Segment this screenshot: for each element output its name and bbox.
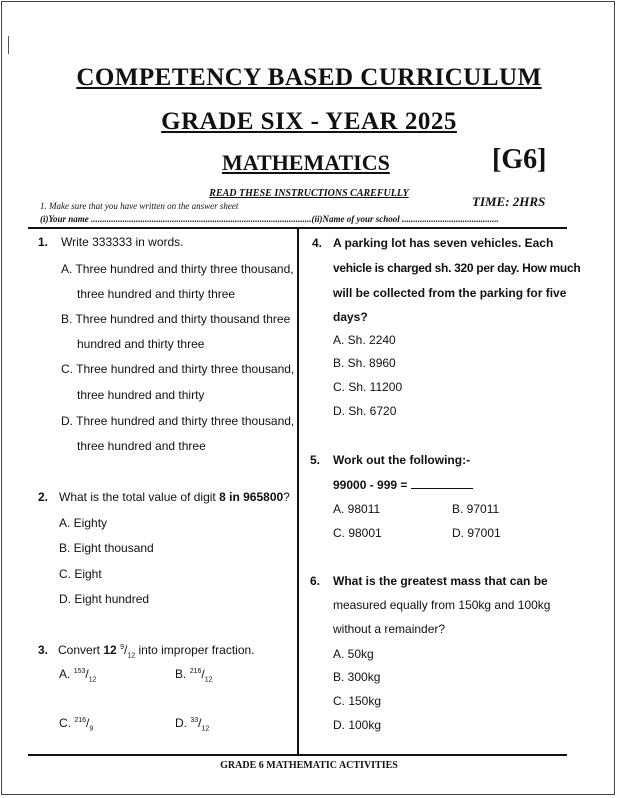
q2-option-a: A. Eighty bbox=[59, 516, 108, 530]
q5-text: Work out the following:- bbox=[333, 453, 471, 467]
name-school-line bbox=[40, 214, 499, 224]
q1-option-a-cont: three hundred and thirty three bbox=[77, 287, 236, 301]
grade-year-title: GRADE SIX - YEAR 2025 bbox=[161, 108, 457, 135]
q1-text: Write 333333 in words. bbox=[61, 235, 184, 249]
q5-option-c: C. 98001 bbox=[333, 526, 382, 540]
q6-text-line2: measured equally from 150kg and 100kg bbox=[333, 598, 551, 612]
bottom-rule bbox=[28, 754, 567, 756]
instruction-1: 1. Make sure that you have written on the answer sheet bbox=[40, 201, 239, 211]
q3-option-d: D. $^{33}/_{12}$ bbox=[175, 716, 210, 733]
paper-code: [G6] bbox=[492, 144, 547, 175]
q5-answer-blank bbox=[411, 478, 473, 489]
q3-d-den: 12 bbox=[201, 725, 210, 733]
q3-option-c: C. $^{216}/_9$ bbox=[59, 716, 94, 733]
q2-text-mid: in bbox=[225, 490, 244, 504]
name-dots: .................................................................................................. bbox=[91, 214, 312, 224]
q3-option-b: B. $^{216}/_{12}$ bbox=[175, 667, 213, 684]
q5-number: 5. bbox=[310, 453, 321, 467]
q6-option-d: D. 100kg bbox=[333, 718, 382, 732]
q5-option-b: B. 97011 bbox=[452, 502, 500, 516]
q3-c-den: 9 bbox=[89, 725, 94, 733]
q2-option-b: B. Eight thousand bbox=[59, 541, 154, 555]
q1-option-b: B. Three hundred and thirty thousand three bbox=[61, 312, 291, 326]
school-dots: ........................................... bbox=[402, 214, 499, 224]
q5-option-d: D. 97001 bbox=[452, 526, 501, 540]
q4-option-a: A. Sh. 2240 bbox=[333, 333, 396, 347]
q3-a-den: 12 bbox=[88, 676, 97, 684]
q3-b-label: B. bbox=[175, 667, 187, 681]
name-label: (i)Your name bbox=[40, 214, 89, 224]
q6-text-line1: What is the greatest mass that can be bbox=[333, 574, 548, 588]
subject-title: MATHEMATICS bbox=[222, 150, 390, 175]
q6-option-b: B. 300kg bbox=[333, 670, 381, 684]
q3-numerator: 9 bbox=[120, 644, 124, 651]
q1-option-d-cont: three hundred and three bbox=[77, 439, 206, 453]
q6-option-a: A. 50kg bbox=[333, 647, 374, 661]
q5-option-a: A. 98011 bbox=[333, 502, 381, 516]
scan-mark bbox=[8, 36, 9, 54]
q1-option-a: A. Three hundred and thirty three thousand, bbox=[61, 262, 294, 276]
footer-label: GRADE 6 MATHEMATIC ACTIVITIES bbox=[220, 760, 398, 771]
q1-option-b-cont: hundred and thirty three bbox=[77, 337, 205, 351]
school-label: (ii)Name of your school bbox=[311, 214, 400, 224]
q1-option-d: D. Three hundred and thirty three thousand, bbox=[61, 414, 295, 428]
q3-number: 3. bbox=[38, 643, 49, 657]
q4-number: 4. bbox=[312, 236, 323, 250]
q3-b-den: 12 bbox=[204, 676, 213, 684]
q4-text-line4: days? bbox=[333, 310, 368, 324]
q3-denominator: 12 bbox=[127, 652, 136, 660]
q3-text: Convert 12 $^9/_{12}$ into improper fraction. bbox=[58, 643, 255, 660]
q4-option-b: B. Sh. 8960 bbox=[333, 356, 396, 370]
q6-text-line3: without a remainder? bbox=[333, 622, 446, 636]
q3-d-num: 33 bbox=[190, 717, 199, 724]
q4-text-line3: will be collected from the parking for five bbox=[333, 286, 567, 300]
time-allowed: TIME: 2HRS bbox=[472, 194, 546, 209]
q5-expr-text: 99000 - 999 = bbox=[333, 478, 408, 492]
q2-text-end: ? bbox=[283, 490, 290, 504]
q2-text-start: What is the total value of digit bbox=[59, 490, 220, 504]
q3-a-label: A. bbox=[59, 667, 71, 681]
q6-option-c: C. 150kg bbox=[333, 694, 382, 708]
q2-number: 2. bbox=[38, 490, 49, 504]
q3-option-a: A. $^{153}/_{12}$ bbox=[59, 667, 97, 684]
q3-whole: 12 bbox=[103, 643, 117, 657]
q3-d-label: D. bbox=[175, 716, 187, 730]
q4-option-c: C. Sh. 11200 bbox=[333, 380, 403, 394]
curriculum-title: COMPETENCY BASED CURRICULUM bbox=[76, 64, 542, 91]
q1-option-c-cont: three hundred and thirty bbox=[77, 388, 205, 402]
q4-option-d: D. Sh. 6720 bbox=[333, 404, 397, 418]
column-divider bbox=[297, 229, 299, 754]
read-instructions: READ THESE INSTRUCTIONS CAREFULLY bbox=[209, 188, 409, 199]
q3-a-num: 153 bbox=[73, 668, 86, 675]
q3-c-num: 216 bbox=[74, 717, 87, 724]
q2-digit: 8 bbox=[219, 490, 226, 504]
q3-c-label: C. bbox=[59, 716, 71, 730]
q3-text-end: into improper fraction. bbox=[135, 643, 255, 657]
q2-number-value: 965800 bbox=[243, 490, 284, 504]
q3-b-num: 216 bbox=[189, 668, 202, 675]
q2-option-d: D. Eight hundred bbox=[59, 592, 150, 606]
q5-expression bbox=[333, 478, 473, 492]
q2-text bbox=[59, 490, 290, 504]
q3-text-start: Convert bbox=[58, 643, 104, 657]
q4-text-line2: vehicle is charged sh. 320 per day. How much bbox=[333, 261, 581, 275]
q6-number: 6. bbox=[310, 574, 321, 588]
q4-text-line1: A parking lot has seven vehicles. Each bbox=[333, 236, 554, 250]
q1-option-c: C. Three hundred and thirty three thousand, bbox=[61, 362, 295, 376]
q2-option-c: C. Eight bbox=[59, 567, 102, 581]
q1-number: 1. bbox=[38, 235, 49, 249]
